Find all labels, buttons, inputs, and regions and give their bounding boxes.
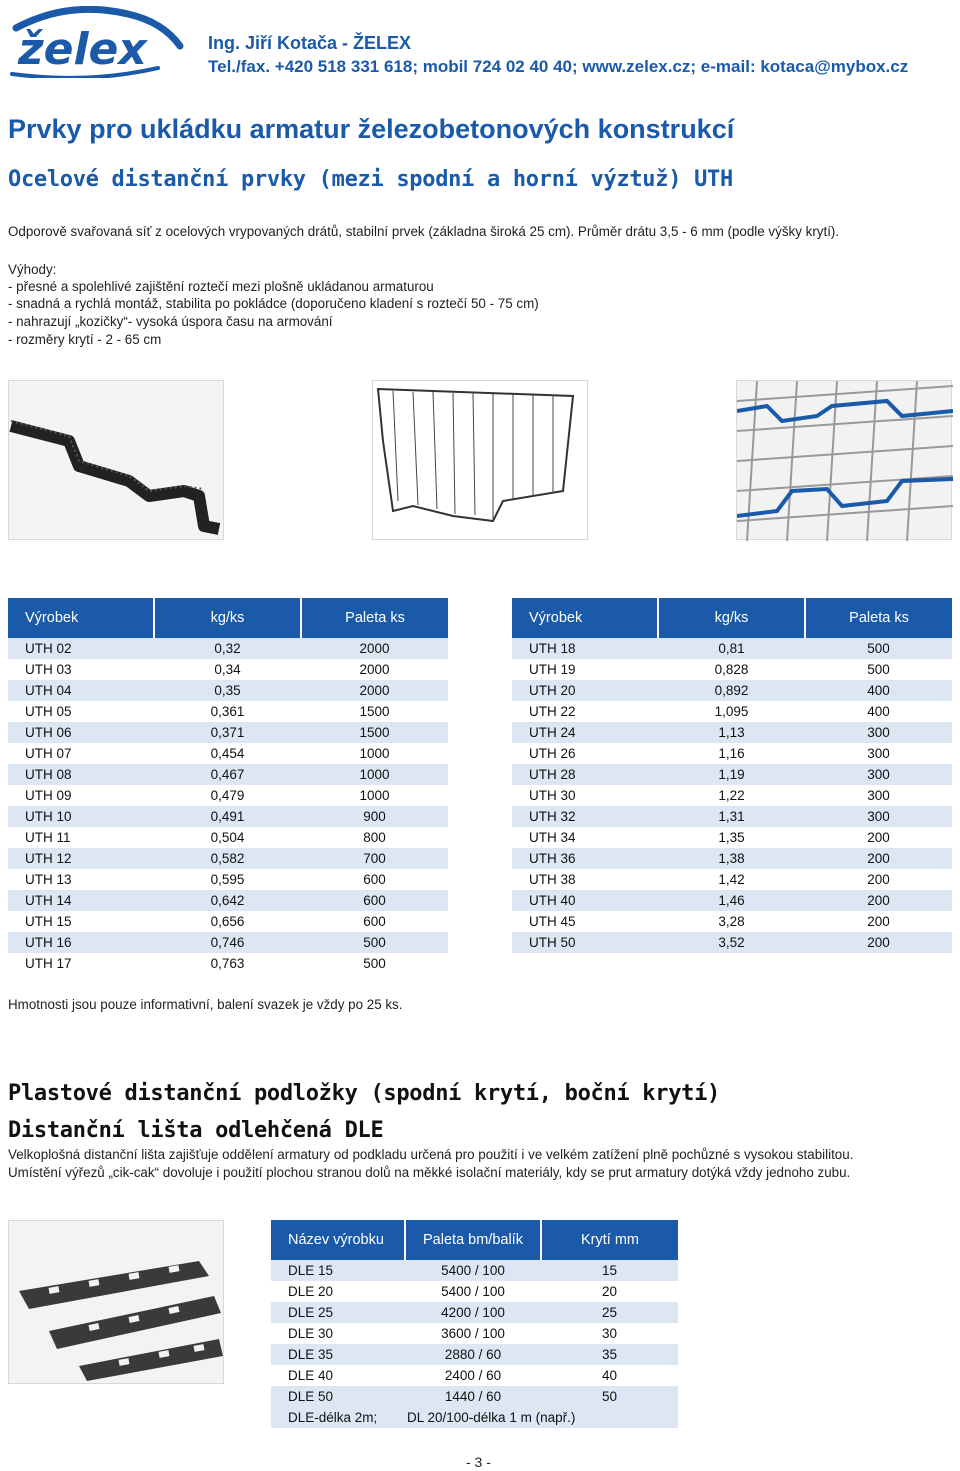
cell-pallet: 2000 <box>301 638 448 659</box>
table-row <box>8 827 448 848</box>
logo-text: želex <box>18 24 147 75</box>
table-row <box>8 890 448 911</box>
cell-value: 0,371 <box>154 722 301 743</box>
table-row <box>271 1386 678 1407</box>
cell-pallet: 200 <box>867 830 890 845</box>
cell-value: 3,52 <box>658 932 805 953</box>
uth-photo-1 <box>8 380 224 540</box>
table-row <box>8 785 448 806</box>
weight-note: Hmotnosti jsou pouze informativní, balení svazek je vždy po 25 ks. <box>8 997 403 1012</box>
cell-value: 0,479 <box>210 788 245 803</box>
section1-intro: Odporově svařovaná síť z ocelových vrypovaných drátů, stabilní prvek (základna široká 25 cm). Průměr drátu 3,5 - 6 mm (podle výšky krytí). <box>8 224 840 239</box>
cell-product: UTH 08 <box>8 764 154 785</box>
cell-pallet: 700 <box>301 848 448 869</box>
cell-pallet: 40 <box>601 1368 618 1383</box>
zelex-logo-icon <box>8 6 188 78</box>
cell-product: UTH 24 <box>512 722 658 743</box>
cell-value: 0,656 <box>210 914 245 929</box>
col-header-product: Výrobek <box>512 598 658 638</box>
col-header-cover: Krytí mm <box>541 1220 678 1260</box>
table-row <box>512 827 952 848</box>
page-title: Prvky pro ukládku armatur železobetonových konstrukcí <box>8 114 735 144</box>
cell-pallet: 200 <box>867 872 890 887</box>
table-row <box>512 743 952 764</box>
cell-value: 3,28 <box>718 914 745 929</box>
cell-pallet: 50 <box>541 1386 678 1407</box>
cell-product: DLE 15 <box>271 1260 405 1281</box>
cell-pallet: 500 <box>805 638 952 659</box>
section2-heading: Plastové distanční podložky (spodní krytí, boční krytí) <box>8 1081 720 1106</box>
cell-pallet: 1000 <box>359 746 390 761</box>
cell-pallet: 200 <box>867 914 890 929</box>
cell-product: UTH 04 <box>8 680 154 701</box>
table-row <box>512 890 952 911</box>
table-row <box>512 911 952 932</box>
cell-product: UTH 06 <box>8 722 154 743</box>
cell-pallet: 600 <box>363 872 386 887</box>
cell-product: UTH 32 <box>512 806 658 827</box>
page-number: - 3 - <box>466 1454 491 1470</box>
cell-pallet: 20 <box>601 1284 618 1299</box>
cell-value: 1,19 <box>658 764 805 785</box>
cell-product: UTH 13 <box>25 872 72 887</box>
cell-product: UTH 09 <box>25 788 72 803</box>
cell-pallet: 600 <box>301 890 448 911</box>
table-row <box>512 806 952 827</box>
company-contact: Tel./fax. +420 518 331 618; mobil 724 02 40 40; www.zelex.cz; e-mail: kotaca@mybox.cz <box>208 57 909 76</box>
table-row <box>512 680 952 701</box>
cell-pallet: 15 <box>541 1260 678 1281</box>
table-row <box>8 743 448 764</box>
table-row <box>512 659 952 680</box>
cell-pallet: 1000 <box>301 764 448 785</box>
table-row <box>8 638 448 659</box>
cell-value: 0,35 <box>154 680 301 701</box>
table-row <box>271 1302 678 1323</box>
col-header-product: Výrobek <box>8 598 154 638</box>
table-row <box>512 932 952 953</box>
cell-product: UTH 15 <box>25 914 72 929</box>
table-row <box>8 932 448 953</box>
table-row <box>8 869 448 890</box>
col-header-pallet: Paleta ks <box>301 598 448 638</box>
cell-pallet: 300 <box>805 806 952 827</box>
table-row <box>512 638 952 659</box>
table-row <box>271 1344 678 1365</box>
section2-desc-1: Velkoplošná distanční lišta zajišťuje oddělení armatury od podkladu určená pro použití i ve velkém zatížení plně pochůzné s vysokou stabilitou. <box>8 1147 854 1162</box>
uth-photo-3 <box>736 380 952 540</box>
table-row <box>512 785 952 806</box>
col-header-pallet: Paleta ks <box>805 598 952 638</box>
cell-value: 0,467 <box>154 764 301 785</box>
cell-product: DLE 20 <box>288 1284 334 1299</box>
cell-pallet: 300 <box>805 764 952 785</box>
logo <box>8 6 188 78</box>
cell-product: UTH 50 <box>512 932 658 953</box>
advantage-2: - snadná a rychlá montáž, stabilita po pokládce (doporučeno kladení s roztečí 50 - 75 cm) <box>8 296 539 311</box>
cell-pallet: 30 <box>601 1326 618 1341</box>
cell-pallet: 500 <box>867 662 890 677</box>
cell-product: UTH 34 <box>529 830 576 845</box>
table-row <box>512 869 952 890</box>
cell-pallet: 800 <box>363 830 386 845</box>
cell-pallet: 35 <box>541 1344 678 1365</box>
advantage-4: - rozměry krytí - 2 - 65 cm <box>8 332 162 347</box>
cell-pallet: 300 <box>867 788 890 803</box>
cell-product: UTH 03 <box>25 662 72 677</box>
cell-pallet: 500 <box>363 956 386 971</box>
cell-product: UTH 36 <box>512 848 658 869</box>
table-row <box>8 806 448 827</box>
cell-product: UTH 18 <box>512 638 658 659</box>
cell-value: 0,892 <box>658 680 805 701</box>
cell-pallet: 200 <box>805 932 952 953</box>
cell-product: UTH 45 <box>529 914 576 929</box>
cell-product: UTH 02 <box>8 638 154 659</box>
table-row <box>8 659 448 680</box>
cell-product: UTH 10 <box>8 806 154 827</box>
cell-product: DLE 35 <box>271 1344 405 1365</box>
col-header-pallet: Paleta bm/balík <box>405 1220 541 1260</box>
table-row <box>8 848 448 869</box>
cell-product: DLE 50 <box>271 1386 405 1407</box>
col-header-weight: kg/ks <box>658 598 805 638</box>
cell-value: 5400 / 100 <box>405 1260 541 1281</box>
cell-product: UTH 12 <box>8 848 154 869</box>
cell-product: UTH 05 <box>25 704 72 719</box>
uth-table-left <box>8 598 448 974</box>
cell-product: UTH 20 <box>512 680 658 701</box>
dle-photo <box>8 1220 224 1384</box>
cell-value: 2880 / 60 <box>405 1344 541 1365</box>
cell-value: 0,763 <box>210 956 245 971</box>
cell-pallet: 2000 <box>359 662 390 677</box>
cell-pallet: 25 <box>541 1302 678 1323</box>
cell-pallet: 1500 <box>301 722 448 743</box>
cell-product: UTH 30 <box>529 788 576 803</box>
section2-subheading: Distanční lišta odlehčená DLE <box>8 1118 384 1143</box>
cell-value: 1,42 <box>718 872 745 887</box>
cell-product: UTH 11 <box>25 830 71 845</box>
cell-value: 0,746 <box>154 932 301 953</box>
table-row <box>8 722 448 743</box>
cell-value: 0,582 <box>154 848 301 869</box>
cell-pallet: 300 <box>867 746 890 761</box>
cell-product: DLE 25 <box>271 1302 405 1323</box>
cell-pallet: 500 <box>301 932 448 953</box>
cell-value: 0,361 <box>210 704 245 719</box>
cell-product: UTH 40 <box>512 890 658 911</box>
cell-product: UTH 17 <box>25 956 72 971</box>
table-row <box>8 764 448 785</box>
cell-value: 5400 / 100 <box>441 1284 505 1299</box>
section1-heading: Ocelové distanční prvky (mezi spodní a horní výztuž) UTH <box>8 167 733 192</box>
cell-product: DLE 30 <box>288 1326 334 1341</box>
cell-pallet: 900 <box>301 806 448 827</box>
table-row <box>512 701 952 722</box>
table-row <box>271 1260 678 1281</box>
cell-pallet: 200 <box>805 890 952 911</box>
cell-pallet: 1500 <box>359 704 390 719</box>
cell-value: 0,828 <box>714 662 749 677</box>
cell-value: 1,13 <box>658 722 805 743</box>
table-row <box>8 953 448 974</box>
cell-pallet: 2000 <box>301 680 448 701</box>
cell-value: 0,642 <box>154 890 301 911</box>
cell-value: 1,095 <box>714 704 749 719</box>
cell-product: UTH 28 <box>512 764 658 785</box>
cell-value: 0,491 <box>154 806 301 827</box>
cell-product: UTH 19 <box>529 662 576 677</box>
section2-desc-2: Umístění výřezů „cik-cak“ dovoluje i použití plochou stranou dolů na měkké isolační materiály, kdy se prut armatury dotýká vždy jednoho zubu. <box>8 1165 851 1180</box>
table-row <box>512 848 952 869</box>
company-name: Ing. Jiří Kotača - ŽELEX <box>208 33 412 53</box>
table-row <box>8 911 448 932</box>
cell-value: 1,35 <box>718 830 745 845</box>
uth-table-right <box>512 598 952 953</box>
advantage-3: - nahrazují „kozičky“- vysoká úspora času na armování <box>8 314 333 329</box>
cell-value: 0,504 <box>210 830 245 845</box>
col-header-weight: kg/ks <box>154 598 301 638</box>
cell-value: 1,16 <box>718 746 745 761</box>
advantages-title: Výhody: <box>8 262 57 277</box>
cell-pallet: 300 <box>805 722 952 743</box>
cell-product: UTH 16 <box>8 932 154 953</box>
cell-pallet: 200 <box>805 848 952 869</box>
cell-product: UTH 38 <box>529 872 576 887</box>
cell-pallet: 400 <box>805 680 952 701</box>
cell-value: 3600 / 100 <box>441 1326 505 1341</box>
cell-value: 0,34 <box>214 662 241 677</box>
dle-table <box>271 1220 678 1428</box>
cell-pallet: 600 <box>363 914 386 929</box>
cell-product: DLE 40 <box>288 1368 334 1383</box>
table-row <box>512 764 952 785</box>
table-row <box>8 680 448 701</box>
cell-value: 1,31 <box>658 806 805 827</box>
cell-value: 1,46 <box>658 890 805 911</box>
cell-value: 0,81 <box>658 638 805 659</box>
cell-value: 1,38 <box>658 848 805 869</box>
advantage-1: - přesné a spolehlivé zajištění roztečí mezi plošně ukládanou armaturou <box>8 279 434 294</box>
cell-product: UTH 26 <box>529 746 576 761</box>
table-row <box>271 1365 678 1386</box>
cell-product: UTH 22 <box>529 704 576 719</box>
cell-value: 0,454 <box>210 746 245 761</box>
dle-footer-example: DL 20/100-délka 1 m (např.) <box>405 1407 678 1428</box>
col-header-name: Název výrobku <box>271 1220 405 1260</box>
cell-value: 1440 / 60 <box>405 1386 541 1407</box>
cell-value: 1,22 <box>718 788 745 803</box>
cell-product: UTH 14 <box>8 890 154 911</box>
table-row <box>271 1323 678 1344</box>
uth-photo-2 <box>372 380 588 540</box>
dle-footer-length: DLE-délka 2m; <box>271 1407 405 1428</box>
cell-value: 0,32 <box>154 638 301 659</box>
cell-pallet: 400 <box>867 704 890 719</box>
cell-value: 0,595 <box>210 872 245 887</box>
table-row <box>271 1281 678 1302</box>
cell-value: 2400 / 60 <box>444 1368 502 1383</box>
cell-value: 4200 / 100 <box>405 1302 541 1323</box>
cell-product: UTH 07 <box>25 746 72 761</box>
table-row <box>8 701 448 722</box>
table-row <box>512 722 952 743</box>
cell-pallet: 1000 <box>359 788 390 803</box>
